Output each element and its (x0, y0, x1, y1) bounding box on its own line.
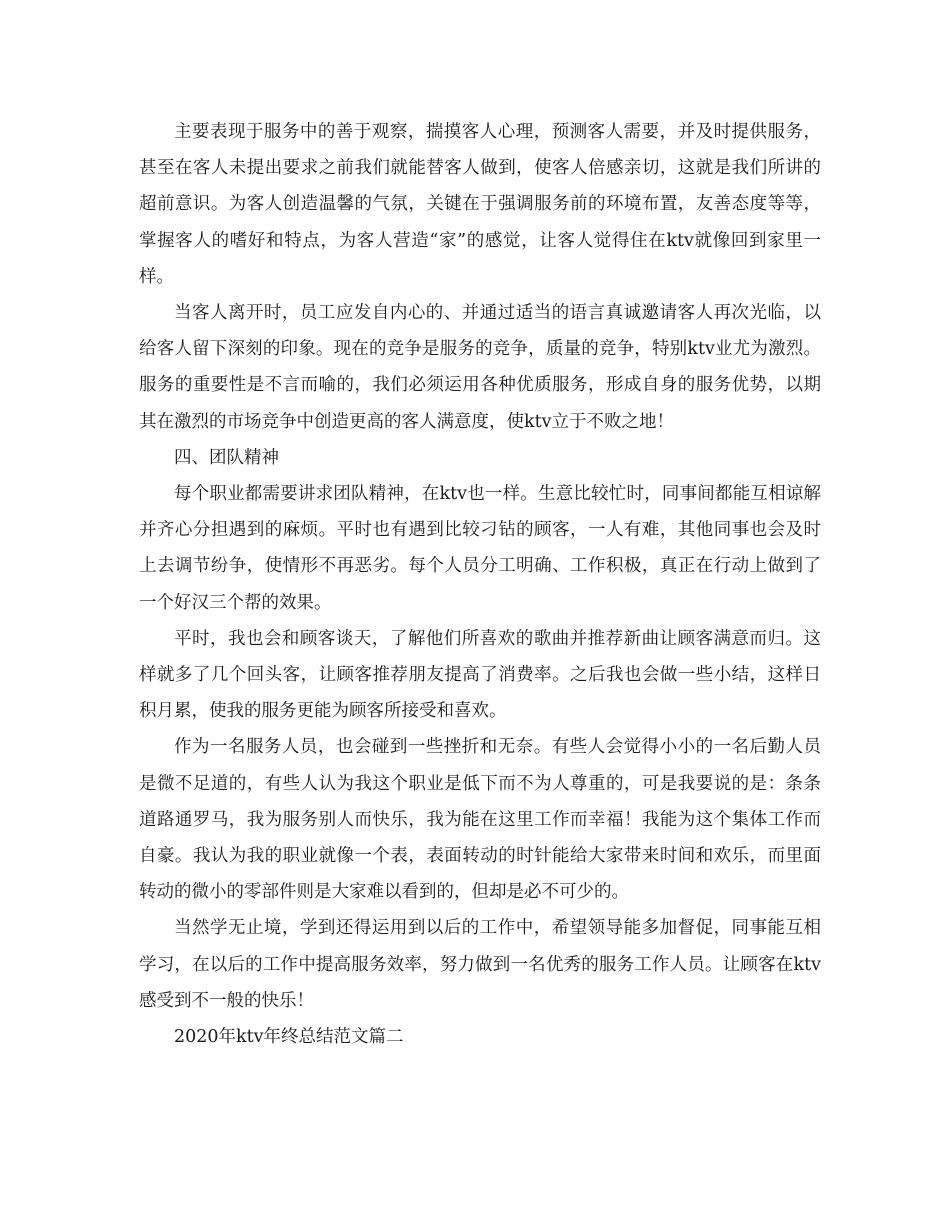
paragraph-service-anticipation: 主要表现于服务中的善于观察，揣摸客人心理，预测客人需要，并及时提供服务，甚至在客人未提出要求之前我们就能替客人做到，使客人倍感亲切，这就是我们所讲的超前意识。为客人创造温馨的气氛，关键在于强调服务前的环境布置，友善态度等等，掌握客人的嗜好和特点，为客人营造“家”的感觉，让客人觉得住在ktv就像回到家里一样。 (139, 122, 821, 287)
section-heading-team-spirit: 四、团队精神 (174, 447, 279, 468)
paragraph-team-spirit: 每个职业都需要讲求团队精神，在ktv也一样。生意比较忙时，同事间都能互相谅解并齐心分担遇到的麻烦。平时也有遇到比较刁钻的顾客，一人有难，其他同事也会及时上去调节纷争，使情形不再恶劣。每个人员分工明确、工作积极，真正在行动上做到了一个好汉三个帮的效果。 (139, 484, 821, 613)
paragraph-learning: 当然学无止境，学到还得运用到以后的工作中，希望领导能多加督促，同事能互相学习，在以后的工作中提高服务效率，努力做到一名优秀的服务工作人员。让顾客在ktv感受到不一般的快乐！ (139, 918, 821, 1011)
next-article-title: 2020年ktv年终总结范文篇二 (174, 1027, 404, 1048)
paragraph-customer-farewell: 当客人离开时，员工应发自内心的、并通过适当的语言真诚邀请客人再次光临，以给客人留下深刻的印象。现在的竞争是服务的竞争，质量的竞争，特别ktv业尤为激烈。服务的重要性是不言而喻的，我们必须运用各种优质服务，形成自身的服务优势，以期其在激烈的市场竞争中创造更高的客人满意度，使ktv立于不败之地！ (139, 303, 821, 432)
paragraph-service-attitude: 作为一名服务人员，也会碰到一些挫折和无奈。有些人会觉得小小的一名后勤人员是微不足道的，有些人认为我这个职业是低下而不为人尊重的，可是我要说的是：条条道路通罗马，我为服务别人而快乐，我为能在这里工作而幸福！我能为这个集体工作而自豪。我认为我的职业就像一个表，表面转动的时针能给大家带来时间和欢乐，而里面转动的微小的零部件则是大家难以看到的，但却是必不可少的。 (139, 737, 821, 903)
paragraph-customer-chat: 平时，我也会和顾客谈天，了解他们所喜欢的歌曲并推荐新曲让顾客满意而归。这样就多了几个回头客，让顾客推荐朋友提高了消费率。之后我也会做一些小结，这样日积月累，使我的服务更能为顾客所接受和喜欢。 (139, 628, 821, 722)
document-body (139, 114, 821, 1055)
